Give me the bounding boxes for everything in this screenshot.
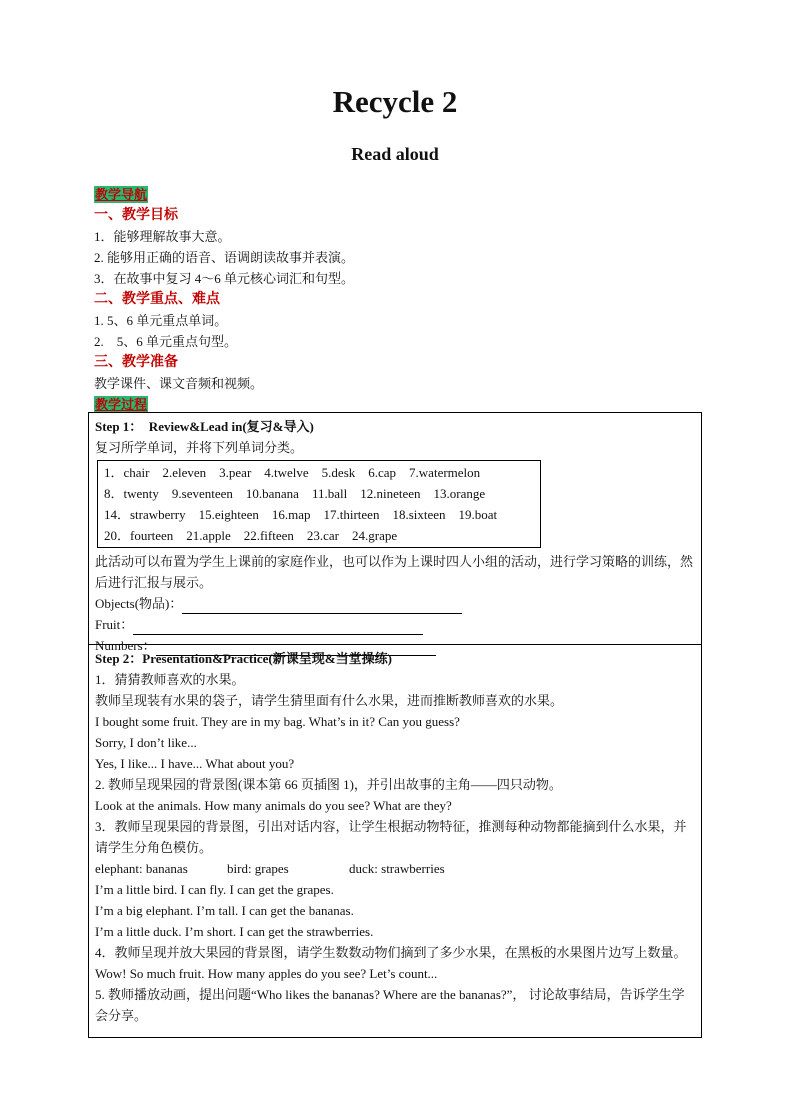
key-item: 1. 5、6 单元重点单词。 <box>94 313 228 328</box>
step2-line: 2. 教师呈现果园的背景图(课本第 66 页插图 1)，并引出故事的主角——四只动物。 <box>95 777 562 792</box>
page-title: Recycle 2 <box>332 84 458 119</box>
objects-label: Objects(物品)： <box>95 596 183 611</box>
key-item: 2. 5、6 单元重点句型。 <box>94 334 238 349</box>
section-keys-heading: 二、教学重点、难点 <box>94 292 220 307</box>
nav-label: 教学导航 <box>95 187 148 202</box>
teaching-guide <box>94 184 704 415</box>
step2-line: I’m a big elephant. I’m tall. I can get the bananas. <box>95 903 354 918</box>
word-row: 8．twenty 9.seventeen 10.banana 11.ball 12.nineteen 13.orange <box>104 486 486 501</box>
step2-line: I’m a little duck. I’m short. I can get the strawberries. <box>95 924 374 939</box>
step2-count-line: Wow! So much fruit. How many apples do you see? Let’s count... <box>95 966 438 981</box>
step1-cell <box>89 413 701 653</box>
pair-duck: duck: strawberries <box>349 861 445 876</box>
step2-line: Yes, I like... I have... What about you? <box>95 756 295 771</box>
step2-cell <box>89 646 701 1038</box>
process-table <box>88 412 702 1038</box>
objects-blank[interactable] <box>182 599 462 614</box>
pair-elephant: elephant: bananas <box>95 861 188 876</box>
step2-line: Look at the animals. How many animals do you see? What are they? <box>95 798 452 813</box>
fruit-label: Fruit： <box>95 617 134 632</box>
word-row: 1．chair 2.eleven 3.pear 4.twelve 5.desk 6.cap 7.watermelon <box>104 465 481 480</box>
pair-bird: bird: grapes <box>227 861 289 876</box>
step2-line: I’m a little bird. I can fly. I can get the grapes. <box>95 882 334 897</box>
step2-heading: Step 2：Presentation&Practice(新课呈现&当堂操练) <box>95 651 392 666</box>
step2-paragraph-3: 3．教师呈现果园的背景图，引出对话内容，让学生根据动物特征，推测每种动物都能摘到什么水果，并请学生分角色模仿。 <box>95 819 687 855</box>
section-goals-heading: 一、教学目标 <box>94 208 178 223</box>
step2-paragraph-5: 5. 教师播放动画，提出问题“Who likes the bananas? Where are the bananas?”， 讨论故事结局，告诉学生学会分享。 <box>95 987 685 1023</box>
fruit-blank[interactable] <box>133 620 423 635</box>
word-row: 20．fourteen 21.apple 22.fifteen 23.car 24.grape <box>104 528 398 543</box>
page-subtitle: Read aloud <box>351 144 439 164</box>
step2-line: 教师呈现装有水果的袋子，请学生猜里面有什么水果，进而推断教师喜欢的水果。 <box>95 693 564 708</box>
step1-note: 此活动可以布置为学生上课前的家庭作业，也可以作为上课时四人小组的活动，进行学习策略的训练，然后进行汇报与展示。 <box>95 554 694 590</box>
word-list-box <box>97 460 541 548</box>
step1-heading: Step 1： Review&Lead in(复习&导入) <box>95 419 314 434</box>
numbers-label: Numbers： <box>95 638 156 653</box>
step2-line: Sorry, I don’t like... <box>95 735 197 750</box>
step1-intro: 复习所学单词，并将下列单词分类。 <box>95 440 304 455</box>
goal-item: 1．能够理解故事大意。 <box>94 229 231 244</box>
step2-line: I bought some fruit. They are in my bag. What’s in it? Can you guess? <box>95 714 460 729</box>
prep-text: 教学课件、课文音频和视频。 <box>94 376 264 391</box>
step2-line: 1．猜猜教师喜欢的水果。 <box>95 672 245 687</box>
goal-item: 3．在故事中复习 4～6 单元核心词汇和句型。 <box>94 271 355 286</box>
process-label: 教学过程 <box>95 397 148 412</box>
animal-fruit-pairs <box>95 858 695 879</box>
step2-paragraph-4: 4．教师呈现并放大果园的背景图，请学生数数动物们摘到了多少水果，在黑板的水果图片边写上数量。 <box>95 945 687 960</box>
section-prep-heading: 三、教学准备 <box>94 355 178 370</box>
word-row: 14．strawberry 15.eighteen 16.map 17.thirteen 18.sixteen 19.boat <box>104 507 498 522</box>
goal-item: 2. 能够用正确的语音、语调朗读故事并表演。 <box>94 250 355 265</box>
